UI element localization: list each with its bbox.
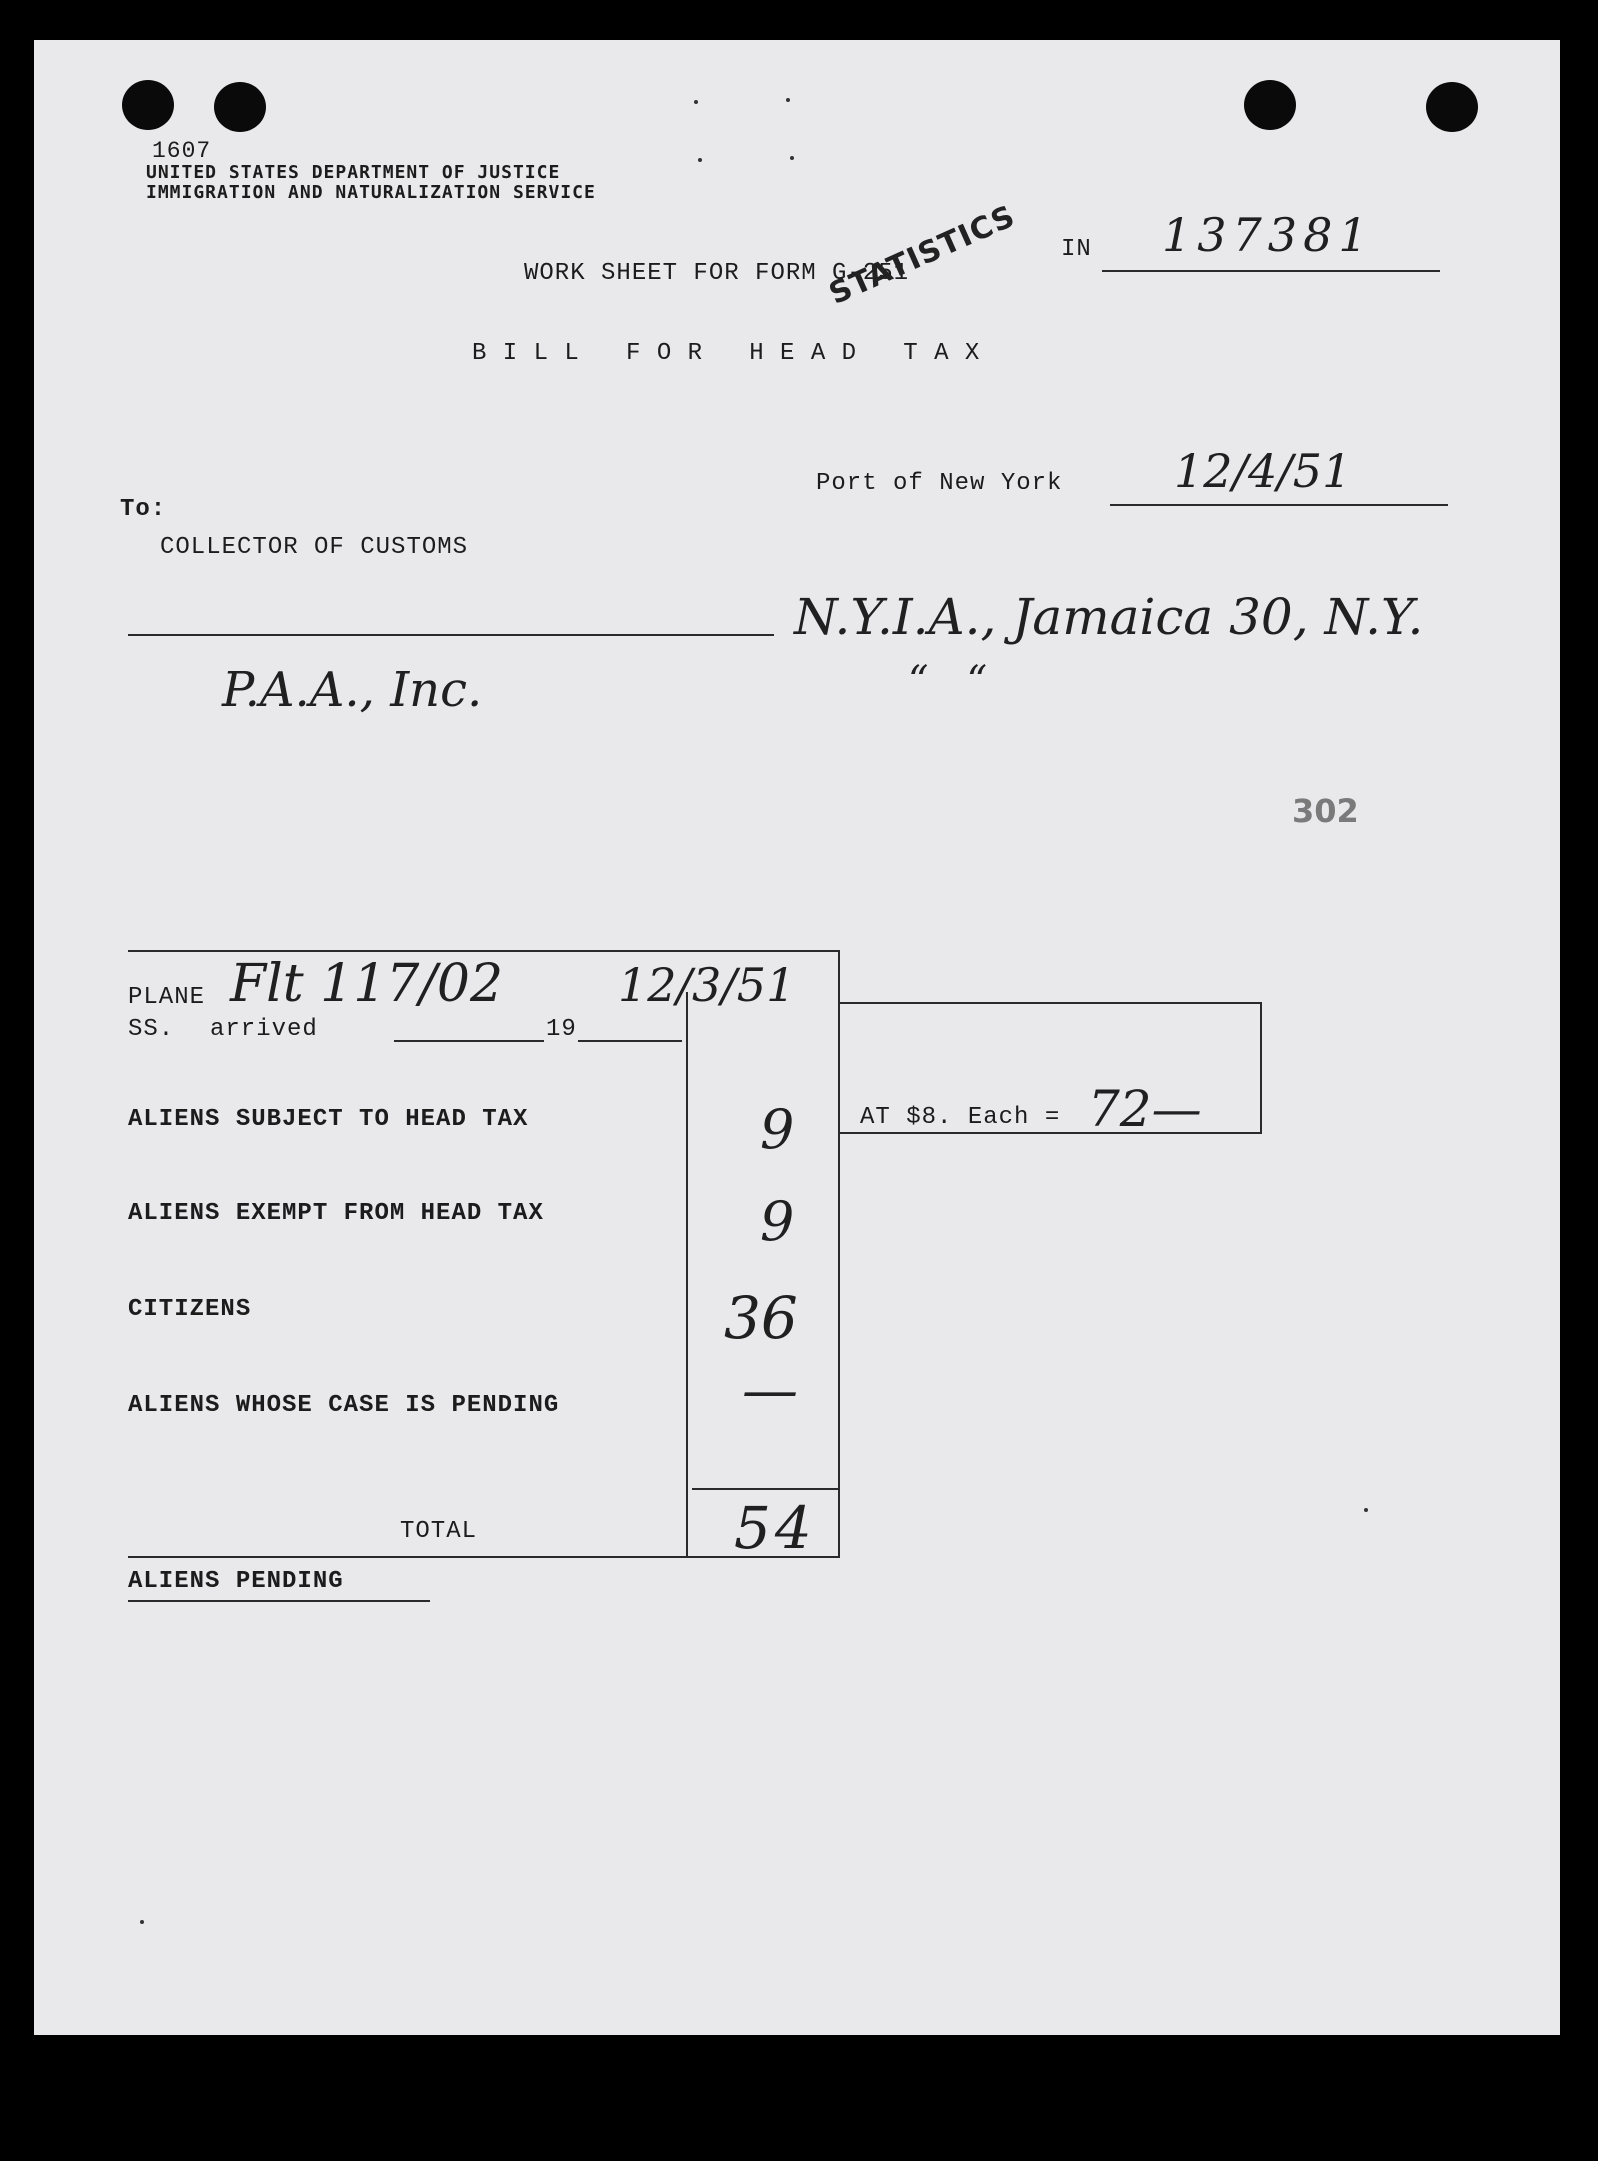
collector-label: COLLECTOR OF CUSTOMS bbox=[160, 534, 469, 561]
rate-box-right bbox=[1260, 1002, 1262, 1134]
total-value: 54 bbox=[734, 1494, 816, 1562]
carrier-handwritten: P.A.A., Inc. bbox=[222, 662, 483, 718]
stray-mark bbox=[698, 158, 702, 162]
in-number: 137381 bbox=[1162, 208, 1374, 262]
year-prefix: 19 bbox=[546, 1016, 577, 1043]
pending-underline bbox=[128, 1600, 430, 1602]
addressee-handwritten: N.Y.I.A., Jamaica 30, N.Y. bbox=[794, 588, 1424, 646]
department-name: UNITED STATES DEPARTMENT OF JUSTICE bbox=[146, 162, 561, 183]
ss-label: SS. bbox=[128, 1016, 175, 1043]
punch-hole bbox=[1244, 80, 1296, 130]
row-value: 9 bbox=[760, 1190, 795, 1253]
arrived-underline bbox=[394, 1040, 544, 1042]
row-label: ALIENS SUBJECT TO HEAD TAX bbox=[128, 1106, 529, 1133]
stray-mark bbox=[694, 100, 698, 104]
in-label: IN bbox=[1061, 236, 1092, 263]
stray-mark bbox=[1364, 1508, 1368, 1512]
pending-label: ALIENS PENDING bbox=[128, 1568, 344, 1595]
in-underline bbox=[1102, 270, 1440, 272]
arrived-label: arrived bbox=[210, 1016, 318, 1043]
ditto-marks: “ “ bbox=[908, 658, 988, 704]
flight-handwritten: Flt 117/02 bbox=[230, 954, 504, 1014]
bill-date: 12/4/51 bbox=[1174, 444, 1352, 498]
arrival-date-handwritten: 12/3/51 bbox=[618, 958, 796, 1012]
port-label: Port of New York bbox=[816, 470, 1063, 497]
document-page bbox=[34, 40, 1560, 2035]
row-value: 36 bbox=[724, 1284, 798, 1352]
to-label: To: bbox=[120, 496, 167, 523]
plane-label: PLANE bbox=[128, 984, 206, 1011]
punch-hole bbox=[122, 80, 174, 130]
stamped-number: 302 bbox=[1292, 792, 1359, 830]
punch-hole bbox=[214, 82, 266, 132]
date-underline bbox=[1110, 504, 1448, 506]
total-label: TOTAL bbox=[400, 1518, 478, 1545]
form-subtitle: B I L L F O R H E A D T A X bbox=[472, 340, 981, 367]
rate-box-top bbox=[840, 1002, 1262, 1004]
service-name: IMMIGRATION AND NATURALIZATION SERVICE bbox=[146, 182, 596, 203]
stray-mark bbox=[790, 156, 794, 160]
form-title: WORK SHEET FOR FORM G-251 bbox=[524, 260, 910, 287]
row-label: CITIZENS bbox=[128, 1296, 252, 1323]
row-value: — bbox=[742, 1358, 798, 1423]
table-top-line bbox=[128, 950, 840, 952]
rate-label: AT $8. Each = bbox=[860, 1104, 1061, 1131]
statistics-stamp: STATISTICS bbox=[824, 198, 1021, 312]
table-right-line bbox=[838, 950, 840, 1558]
stray-mark bbox=[140, 1920, 144, 1924]
row-value: 9 bbox=[760, 1098, 795, 1161]
rate-amount: 72— bbox=[1088, 1080, 1202, 1138]
stray-mark bbox=[786, 98, 790, 102]
row-label: ALIENS EXEMPT FROM HEAD TAX bbox=[128, 1200, 544, 1227]
total-separator-line bbox=[692, 1488, 840, 1490]
addressee-line bbox=[128, 634, 774, 636]
punch-hole bbox=[1426, 82, 1478, 132]
table-column-line bbox=[686, 992, 688, 1558]
year-underline bbox=[578, 1040, 682, 1042]
form-number: 1607 bbox=[152, 138, 212, 164]
row-label: ALIENS WHOSE CASE IS PENDING bbox=[128, 1392, 560, 1419]
